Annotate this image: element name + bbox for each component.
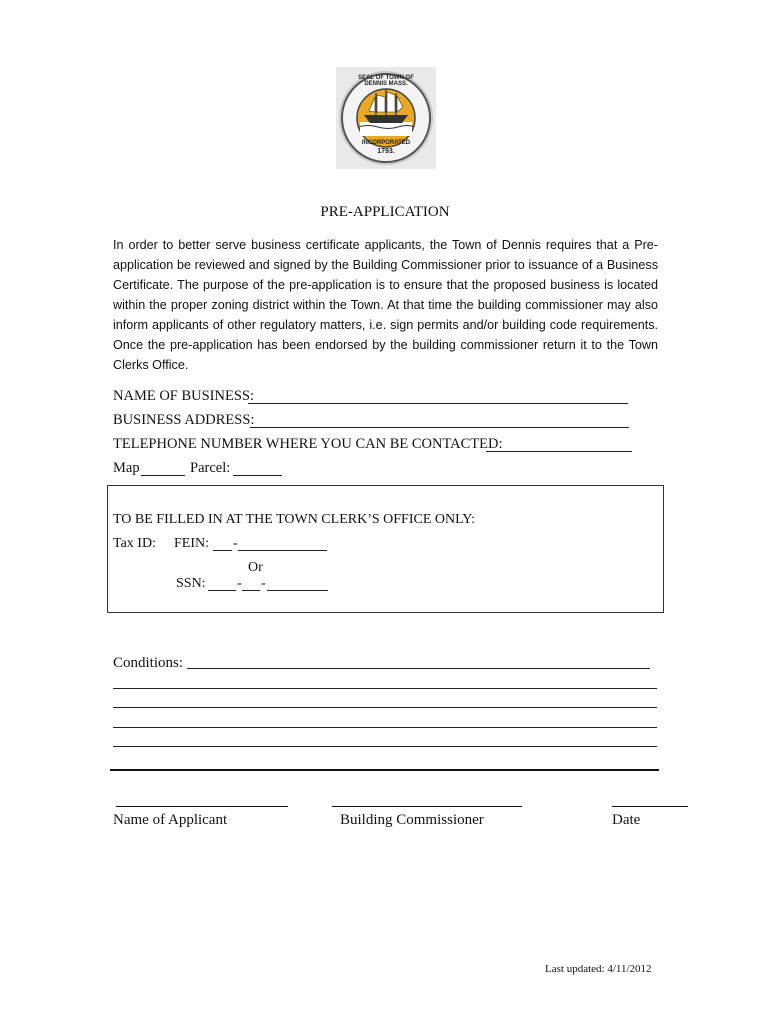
ssn-dash-1: - [237,576,242,591]
section-divider [110,769,659,771]
name-of-business-line[interactable] [248,403,628,404]
ssn-line-part2[interactable] [242,590,260,591]
fein-line-part1[interactable] [213,550,232,551]
applicant-signature-line[interactable] [116,806,288,807]
parcel-line[interactable] [233,475,282,476]
telephone-label: TELEPHONE NUMBER WHERE YOU CAN BE CONTACTED: [113,436,503,452]
fein-label: FEIN: [174,536,209,551]
conditions-line-3[interactable] [113,707,657,708]
last-updated: Last updated: 4/11/2012 [545,963,652,975]
seal-ring-text: SEAL OF TOWN OF DENNIS MASS. [358,75,414,87]
intro-paragraph: In order to better serve business certificate applicants, the Town of Dennis requires that a Pre-application be reviewed and signed by the Building Commissioner prior to issuance of a Business Certificate. The purpose of the pre-application is to ensure that the proposed business is located within the proper zoning district within the Town. At that time the building commissioner may also inform applicants of other regulatory matters, i.e. sign permits and/or building code requirements. Once the pre-application has been endorsed by the building commissioner return it to the Town Clerks Office. [113,238,658,372]
fein-line-part2[interactable] [238,550,327,551]
conditions-label: Conditions: [113,655,184,671]
conditions-line-5[interactable] [113,746,657,747]
commissioner-label: Building Commissioner [340,812,484,828]
date-label: Date [612,812,641,828]
town-seal [336,67,436,169]
ssn-line-part1[interactable] [208,590,236,591]
fein-dash: - [233,536,238,551]
ssn-line-part3[interactable] [267,590,328,591]
name-of-business-label: NAME OF BUSINESS: [113,388,254,404]
ssn-dash-2: - [261,576,266,591]
or-label: Or [248,560,263,575]
parcel-label: Parcel: [190,460,231,476]
seal-year: 1793. [377,148,395,155]
business-address-label: BUSINESS ADDRESS: [113,412,255,428]
seal-incorporated-text: INCORPORATED [361,140,411,146]
business-address-line[interactable] [250,427,629,428]
ssn-label: SSN: [176,576,206,591]
conditions-line-1[interactable] [187,668,650,669]
conditions-line-2[interactable] [113,688,657,689]
tax-id-label: Tax ID: [113,536,156,551]
applicant-label: Name of Applicant [113,812,228,828]
commissioner-signature-line[interactable] [332,806,522,807]
clerk-box-heading: TO BE FILLED IN AT THE TOWN CLERK’S OFFICE ONLY: [113,512,475,527]
date-signature-line[interactable] [612,806,688,807]
map-label: Map [113,460,140,476]
conditions-line-4[interactable] [113,727,657,728]
map-line[interactable] [141,475,185,476]
telephone-line[interactable] [486,451,632,452]
page-title: PRE-APPLICATION [320,204,450,220]
